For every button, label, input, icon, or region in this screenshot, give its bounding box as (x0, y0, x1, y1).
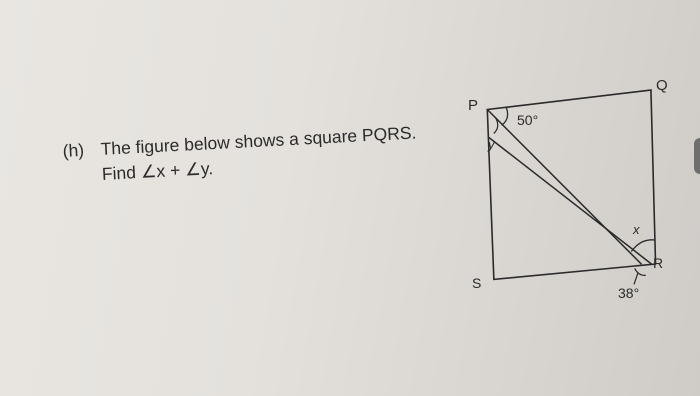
question-block (62, 119, 418, 187)
angle-arc-p (501, 107, 508, 125)
vertex-q-label: Q (656, 77, 668, 94)
angle-arc-bottom (635, 268, 646, 275)
question-statement: The figure below shows a square PQRS. (100, 122, 417, 159)
vertex-r-label: R (653, 255, 664, 271)
angle-x-label: x (633, 222, 640, 237)
angle-pointer-bottom (634, 273, 638, 284)
page-edge-shadow (694, 138, 700, 174)
square-pqrs-figure (440, 70, 680, 310)
square-outline (487, 90, 656, 279)
question-label: (h) (62, 139, 85, 161)
vertex-p-label: P (468, 97, 479, 114)
diagonal-line-2 (489, 134, 652, 267)
vertex-s-label: S (472, 275, 482, 291)
diagonal-line-1 (487, 106, 641, 267)
question-line-2: Find ∠x + ∠y. (101, 158, 214, 184)
angle-y-label: y (488, 137, 495, 152)
angle-50-label: 50° (517, 112, 539, 128)
angle-arc-x (631, 240, 655, 252)
angle-38-label: 38° (618, 285, 640, 301)
